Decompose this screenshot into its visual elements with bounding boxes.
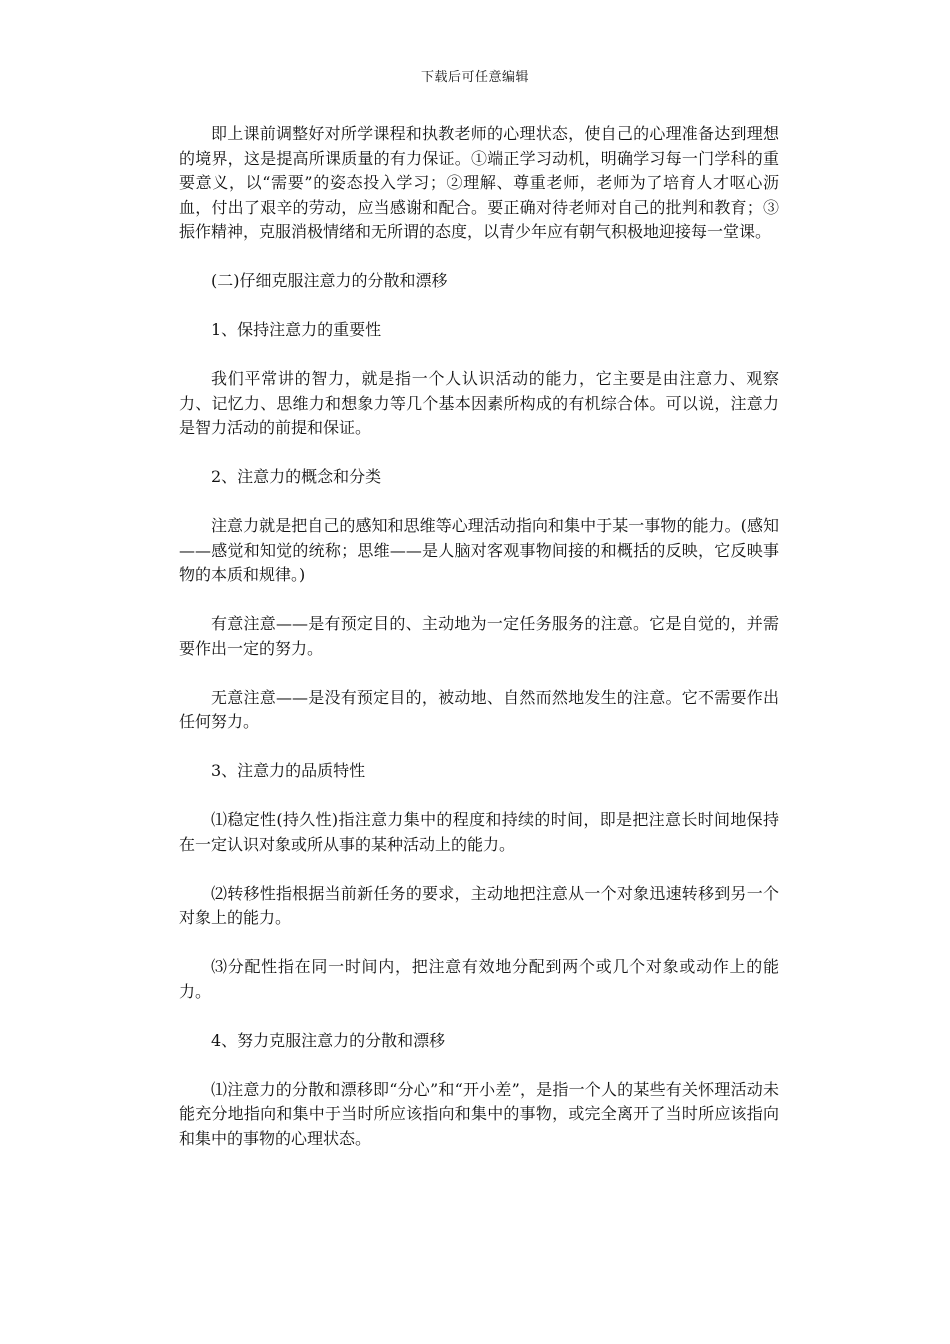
paragraph-stability: ⑴稳定性(持久性)指注意力集中的程度和持续的时间，即是把注意长时间地保持在一定认识对象或所从事的某种活动上的能力。 [179, 810, 779, 854]
subheading-overcome-distraction: 4、努力克服注意力的分散和漂移 [211, 1030, 446, 1050]
subheading-importance: 1、保持注意力的重要性 [211, 320, 382, 339]
subheading-qualities: 3、注意力的品质特性 [211, 761, 366, 780]
page-header: 下载后可任意编辑 [420, 70, 529, 85]
section-heading-attention: (二)仔细克服注意力的分散和漂移 [211, 271, 448, 290]
paragraph-distraction-definition: ⑴注意力的分散和漂移即“分心”和“开小差”，是指一个人的某些有关怀理活动未能充分地指向和集中于当时所应该指向和集中的事物，或完全离开了当时所应该指向和集中的事物的心理状态。 [179, 1079, 779, 1148]
paragraph-unintentional-attention: 无意注意——是没有预定目的，被动地、自然而然地发生的注意。它不需要作出任何努力。 [179, 687, 779, 731]
paragraph-intentional-attention: 有意注意——是有预定目的、主动地为一定任务服务的注意。它是自觉的，并需要作出一定的努力。 [179, 614, 779, 658]
subheading-concept: 2、注意力的概念和分类 [211, 467, 382, 486]
document-body [179, 122, 779, 1176]
paragraph-transferability: ⑵转移性指根据当前新任务的要求，主动地把注意从一个对象迅速转移到另一个对象上的能力。 [179, 883, 779, 927]
paragraph-mental-preparation: 即上课前调整好对所学课程和执教老师的心理状态，使自己的心理准备达到理想的境界，这是提高所课质量的有力保证。①端正学习动机，明确学习每一门学科的重要意义，以“需要”的姿态投入学习；②理解、尊重老师，老师为了培育人才呕心沥血，付出了艰辛的劳动，应当感谢和配合。要正确对待老师对自己的批判和教育；③振作精神，克服消极情绪和无所谓的态度，以青少年应有朝气积极地迎接每一堂课。 [179, 124, 779, 241]
paragraph-distribution: ⑶分配性指在同一时间内，把注意有效地分配到两个或几个对象或动作上的能力。 [179, 957, 779, 1001]
paragraph-intelligence: 我们平常讲的智力，就是指一个人认识活动的能力，它主要是由注意力、观察力、记忆力、思维力和想象力等几个基本因素所构成的有机综合体。可以说，注意力是智力活动的前提和保证。 [179, 369, 779, 437]
paragraph-attention-definition: 注意力就是把自己的感知和思维等心理活动指向和集中于某一事物的能力。(感知——感觉和知觉的统称；思维——是人脑对客观事物间接的和概括的反映，它反映事物的本质和规律。) [179, 516, 779, 584]
